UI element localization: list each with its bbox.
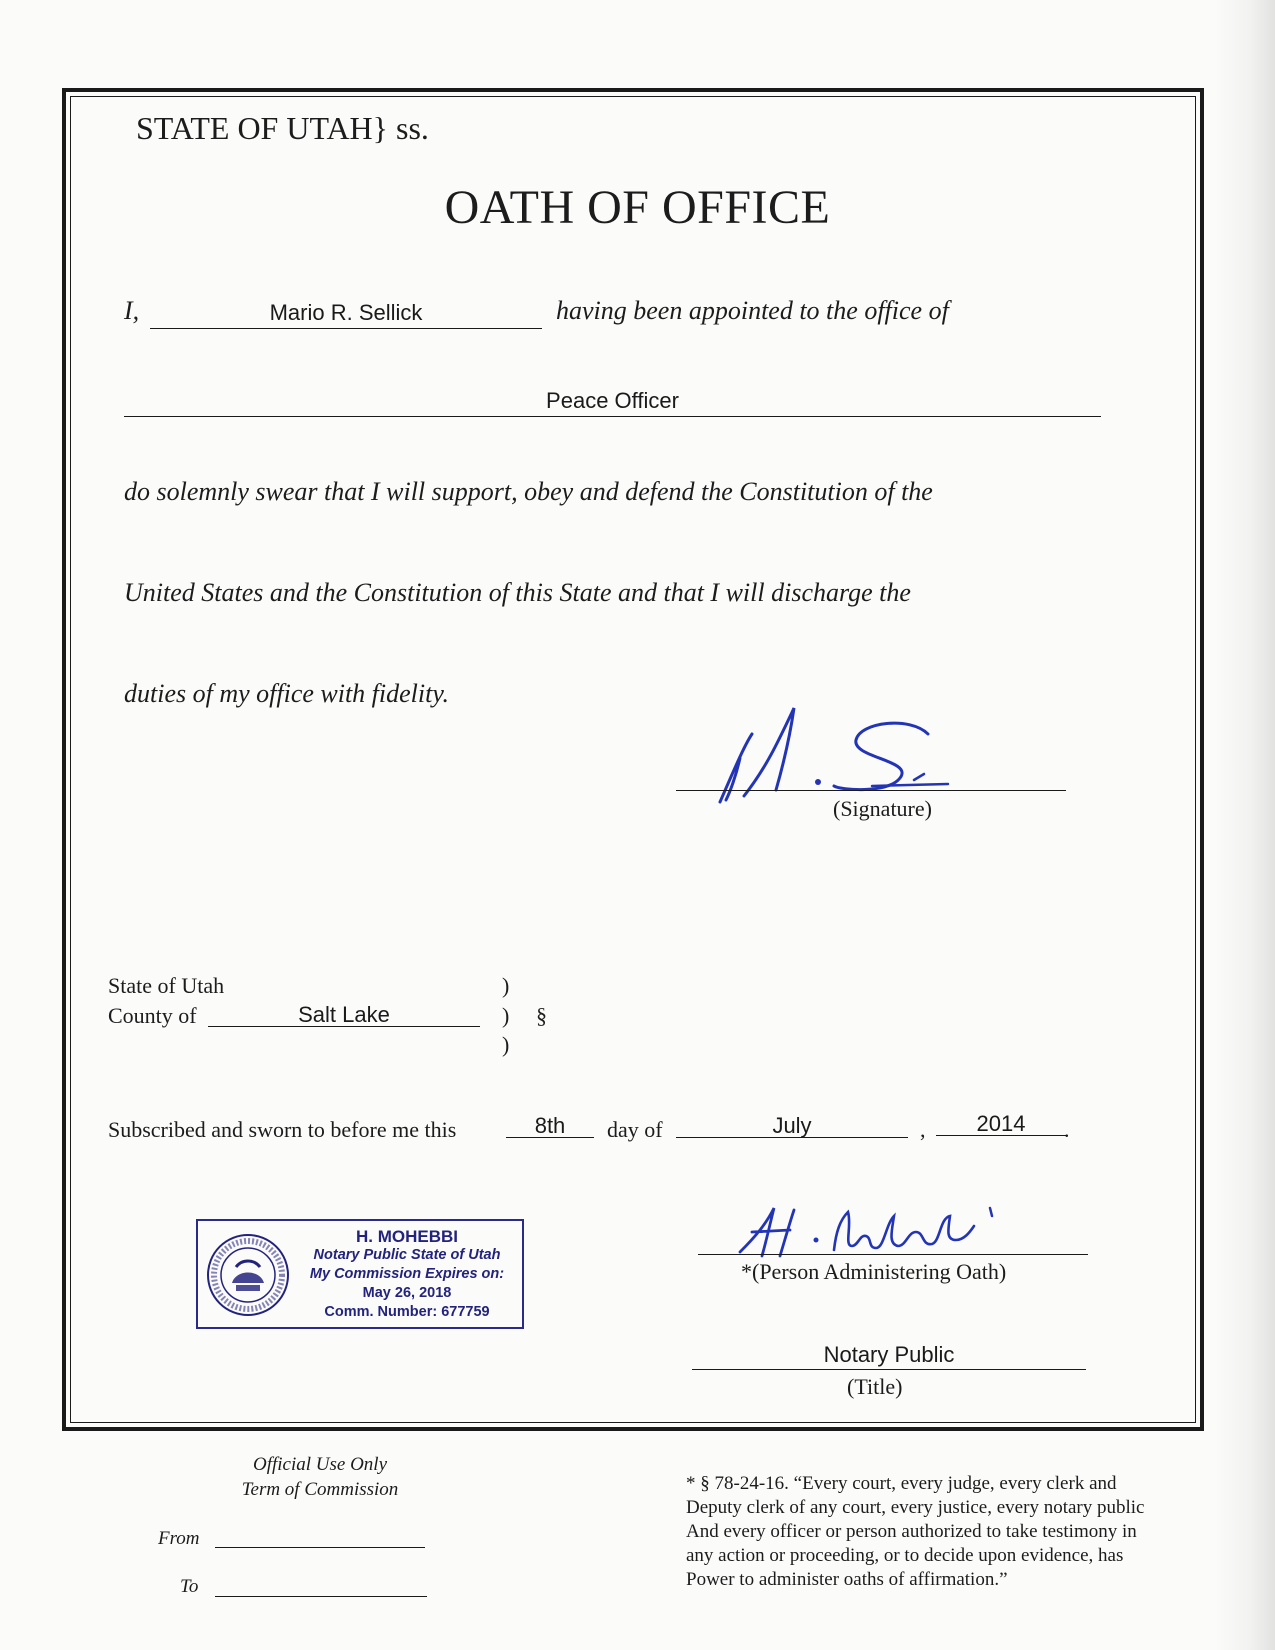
from-label: From — [158, 1528, 200, 1549]
commission-number: Comm. Number: 677759 — [324, 1304, 490, 1320]
date-comma: , — [920, 1117, 926, 1142]
commission-expires-label: My Commission Expires on: — [309, 1266, 505, 1282]
venue-paren-2: ) — [502, 1003, 510, 1028]
statute-note — [686, 1472, 1144, 1592]
administrator-label: *(Person Administering Oath) — [741, 1259, 1007, 1284]
to-label: To — [180, 1576, 199, 1597]
oath-line-1: do solemnly swear that I will support, obey and defend the Constitution of the — [124, 477, 933, 506]
year-field: 2014 — [936, 1111, 1066, 1136]
venue-paren-3: ) — [502, 1032, 510, 1057]
office-field: Peace Officer — [124, 388, 1101, 417]
statute-line-2: Deputy clerk of any court, every justice, every notary public — [686, 1497, 1145, 1518]
statute-line-3: And every officer or person authorized to take testimony in — [686, 1521, 1137, 1542]
venue-state: State of Utah — [108, 973, 225, 998]
day-field: 8th — [506, 1113, 594, 1138]
commission-expires-date: May 26, 2018 — [362, 1285, 452, 1301]
oath-prefix: I, — [124, 296, 140, 325]
official-use-heading: Official Use Only — [252, 1454, 388, 1475]
subscribed-text: Subscribed and sworn to before me this — [108, 1117, 457, 1142]
date-period: . — [1064, 1117, 1070, 1142]
utah-state-seal-icon — [206, 1233, 290, 1317]
county-field: Salt Lake — [208, 1002, 480, 1027]
scan-shadow — [1215, 0, 1275, 1650]
venue-paren-1: ) — [502, 973, 510, 998]
to-line — [215, 1596, 427, 1597]
venue-county-label: County of — [108, 1003, 197, 1028]
signature-line — [676, 790, 1066, 791]
day-of-text: day of — [607, 1117, 663, 1142]
notary-name: H. MOHEBBI — [356, 1227, 458, 1246]
statute-line-4: any action or proceeding, or to decide upon evidence, has — [686, 1545, 1124, 1566]
oath-line-3: duties of my office with fidelity. — [124, 679, 449, 708]
appointed-text: having been appointed to the office of — [556, 296, 949, 325]
administrator-title-label: (Title) — [847, 1374, 903, 1399]
signature-label: (Signature) — [833, 796, 932, 821]
administrator-signature-line — [698, 1254, 1088, 1255]
statute-line-1: * § 78-24-16. “Every court, every judge, every clerk and — [686, 1473, 1117, 1494]
month-field: July — [676, 1113, 908, 1138]
administrator-signature — [736, 1202, 1006, 1260]
appointee-signature — [700, 700, 960, 810]
document-title: OATH OF OFFICE — [444, 181, 831, 234]
section-symbol: § — [536, 1003, 547, 1028]
statute-line-5: Power to administer oaths of affirmation.” — [686, 1569, 1008, 1590]
appointee-name-field: Mario R. Sellick — [150, 300, 542, 329]
state-caption: STATE OF UTAH} ss. — [136, 110, 429, 146]
from-line — [215, 1547, 425, 1548]
administrator-title-field: Notary Public — [692, 1342, 1086, 1370]
term-of-commission-heading: Term of Commission — [241, 1479, 399, 1500]
notary-title-line: Notary Public State of Utah — [313, 1247, 501, 1263]
notary-stamp — [196, 1219, 524, 1329]
oath-line-2: United States and the Constitution of this State and that I will discharge the — [124, 578, 911, 607]
